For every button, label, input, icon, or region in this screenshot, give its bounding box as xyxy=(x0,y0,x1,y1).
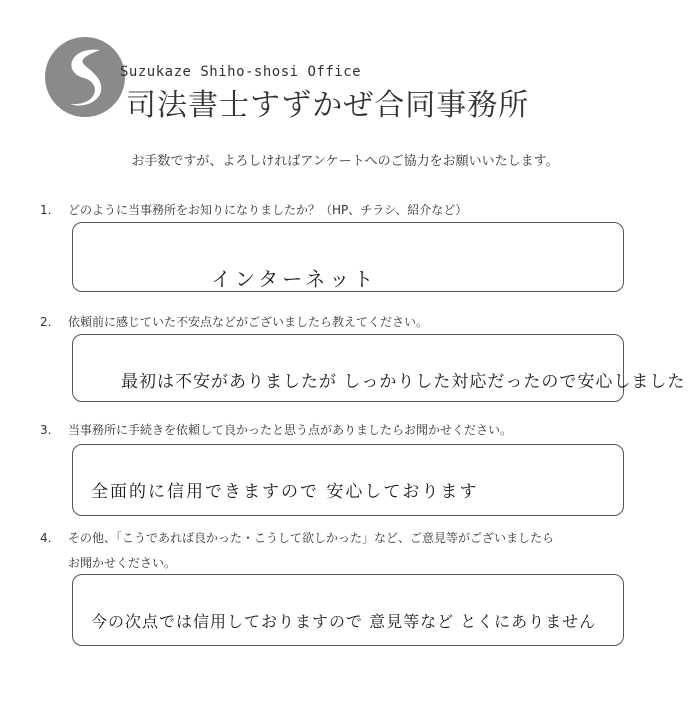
answer-box-4[interactable] xyxy=(72,574,624,646)
question-2 xyxy=(40,312,428,332)
question-4-number: 4. xyxy=(40,531,52,545)
answer-1-handwriting: インターネット xyxy=(211,267,378,291)
question-4 xyxy=(40,528,554,548)
answer-2-handwriting: 最初は不安がありましたが しっかりした対応だったので安心しました xyxy=(121,372,686,392)
question-3-text: 当事務所に手続きを依頼して良かったと思う点がありましたらお聞かせください。 xyxy=(68,423,513,437)
office-name-japanese: 司法書士すずかぜ合同事務所 xyxy=(126,88,530,123)
office-logo-icon xyxy=(40,32,130,122)
answer-box-3[interactable] xyxy=(72,444,624,516)
question-1-text: どのように当事務所をお知りになりましたか？（HP、チラシ、紹介など） xyxy=(68,203,468,217)
question-1 xyxy=(40,200,467,220)
question-4-text-line2: お聞かせください。 xyxy=(68,556,177,570)
question-4-text: その他、「こうであれば良かった・こうして欲しかった」など、ご意見等がございましたら xyxy=(68,531,555,545)
survey-intro: お手数ですが、よろしければアンケートへのご協力をお願いいたします。 xyxy=(131,154,559,169)
question-3 xyxy=(40,420,512,440)
question-2-text: 依頼前に感じていた不安点などがございましたら教えてください。 xyxy=(68,315,429,329)
question-2-number: 2. xyxy=(40,315,52,329)
question-1-number: 1. xyxy=(40,203,52,217)
office-name-english: Suzukaze Shiho-shosi Office xyxy=(120,64,362,80)
question-3-number: 3. xyxy=(40,423,52,437)
answer-box-1[interactable] xyxy=(72,222,624,292)
answer-3-handwriting: 全面的に信用できますので 安心しております xyxy=(91,482,479,502)
answer-4-handwriting: 今の次点では信用しておりますので 意見等など とくにありません xyxy=(91,612,597,631)
answer-box-2[interactable] xyxy=(72,334,686,402)
